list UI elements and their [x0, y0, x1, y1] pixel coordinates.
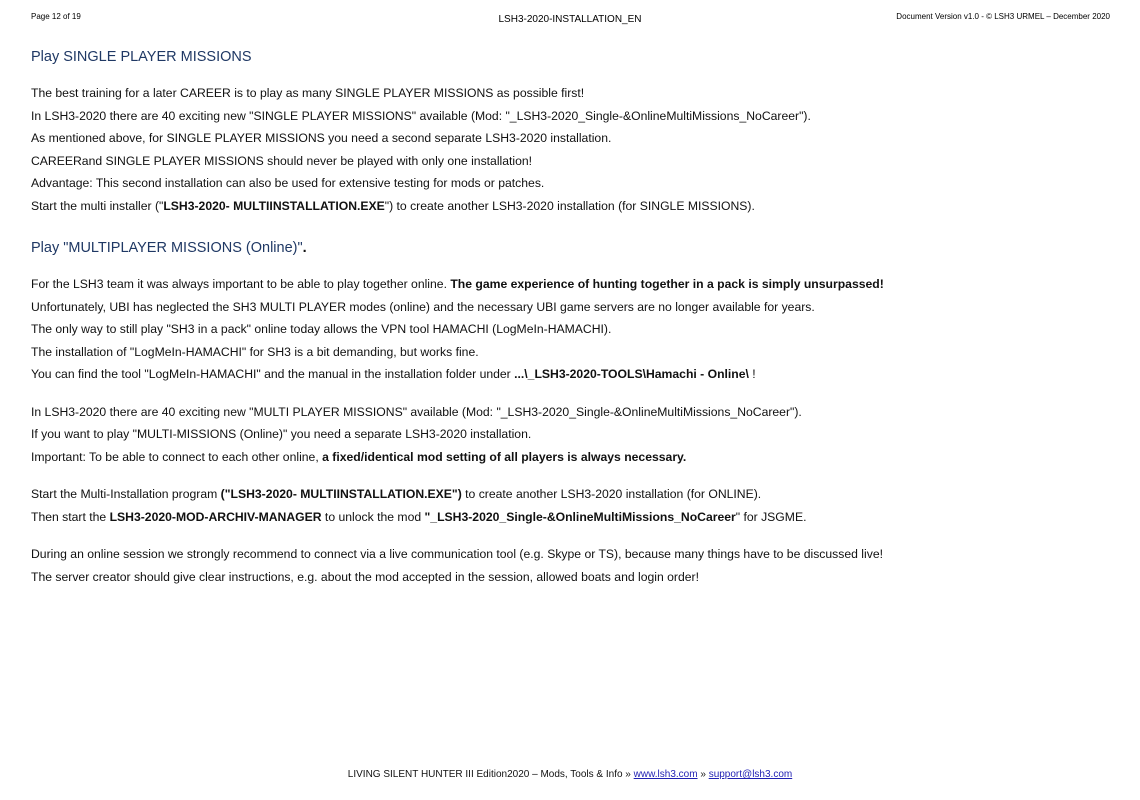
paragraph-line: The only way to still play "SH3 in a pack" online today allows the VPN tool HAMACHI (LogMeIn-HAMACHI). — [31, 322, 612, 336]
paragraph-line: The server creator should give clear instructions, e.g. about the mod accepted in the session, allowed boats and login order! — [31, 569, 699, 584]
website-link[interactable]: www.lsh3.com — [633, 769, 698, 780]
paragraph-line: The installation of "LogMeIn-HAMACHI" for SH3 is a bit demanding, but works fine. — [31, 344, 479, 359]
paragraph-line — [31, 195, 1111, 218]
section-heading-single-player: Play SINGLE PLAYER MISSIONS — [31, 49, 252, 65]
document-version: Document Version v1.0 - © LSH3 URMEL – December 2020 — [896, 12, 1110, 21]
text-run: You can find the tool "LogMeIn-HAMACHI" and the manual in the installation folder under — [31, 367, 515, 381]
text-run: Start the Multi-Installation program — [31, 487, 221, 501]
text-run: Important: To be able to connect to each other online, — [31, 449, 323, 464]
paragraph-line — [31, 506, 1111, 529]
paragraph-line: If you want to play "MULTI-MISSIONS (Online)" you need a separate LSH3-2020 installation. — [31, 427, 532, 441]
page-number: Page 12 of 19 — [31, 12, 81, 21]
document-title: LSH3-2020-INSTALLATION_EN — [498, 14, 642, 25]
page-footer — [0, 769, 1140, 780]
text-run: ! — [748, 367, 756, 381]
paragraph-line: Unfortunately, UBI has neglected the SH3 MULTI PLAYER modes (online) and the necessary UBI game servers are no longer available for years. — [31, 299, 815, 314]
heading-text: Play "MULTIPLAYER MISSIONS (Online)" — [31, 240, 303, 256]
text-run: " for JSGME. — [735, 509, 807, 524]
paragraph-line: The best training for a later CAREER is to play as many SINGLE PLAYER MISSIONS as possible first! — [31, 86, 585, 100]
section-heading-multiplayer — [31, 237, 1111, 259]
footer-separator: » — [697, 769, 709, 780]
bold-text: The game experience of hunting together in a pack is simply unsurpassed! — [450, 277, 884, 291]
text-run: to unlock the mod — [321, 509, 425, 524]
bold-text: a fixed/identical mod setting of all players is always necessary. — [322, 449, 687, 464]
footer-text: LIVING SILENT HUNTER III Edition2020 – Mods, Tools & Info » — [347, 769, 634, 780]
text-run: to create another LSH3-2020 installation (for ONLINE). — [461, 487, 762, 501]
text-run: ") to create another LSH3-2020 installation (for SINGLE MISSIONS). — [384, 198, 755, 213]
paragraph-line — [31, 446, 1111, 469]
bold-path: ...\_LSH3-2020-TOOLS\Hamachi - Online\ — [514, 367, 749, 381]
bold-filename: ("LSH3-2020- MULTIINSTALLATION.EXE") — [220, 487, 462, 501]
text-run: Start the multi installer (" — [31, 198, 164, 213]
document-body — [31, 46, 1111, 588]
paragraph-line: In LSH3-2020 there are 40 exciting new "MULTI PLAYER MISSIONS" available (Mod: "_LSH3-2020_Single-&OnlineMultiMissions_NoCareer"). — [31, 404, 802, 419]
heading-period: . — [302, 240, 307, 256]
text-run: Then start the — [31, 509, 110, 524]
bold-mod-name: "_LSH3-2020_Single-&OnlineMultiMissions_NoCareer — [424, 509, 736, 524]
paragraph-line — [31, 273, 1111, 296]
paragraph-line: As mentioned above, for SINGLE PLAYER MISSIONS you need a second separate LSH3-2020 installation. — [31, 131, 612, 145]
support-email-link[interactable]: support@lsh3.com — [708, 769, 793, 780]
paragraph-line — [31, 363, 1111, 386]
paragraph-line: In LSH3-2020 there are 40 exciting new "SINGLE PLAYER MISSIONS" available (Mod: "_LSH3-2020_Single-&OnlineMultiMissions_NoCareer"). — [31, 108, 811, 123]
bold-tool-name: LSH3-2020-MOD-ARCHIV-MANAGER — [109, 509, 322, 524]
text-run: For the LSH3 team it was always important to be able to play together online. — [31, 277, 451, 291]
paragraph-line: Advantage: This second installation can also be used for extensive testing for mods or patches. — [31, 176, 545, 190]
paragraph-line: During an online session we strongly recommend to connect via a live communication tool (e.g. Skype or TS), because many things have to be discussed live! — [31, 547, 883, 561]
paragraph-line: CAREERand SINGLE PLAYER MISSIONS should never be played with only one installation! — [31, 153, 533, 168]
paragraph-line — [31, 483, 1111, 506]
bold-filename: LSH3-2020- MULTIINSTALLATION.EXE — [163, 198, 385, 213]
